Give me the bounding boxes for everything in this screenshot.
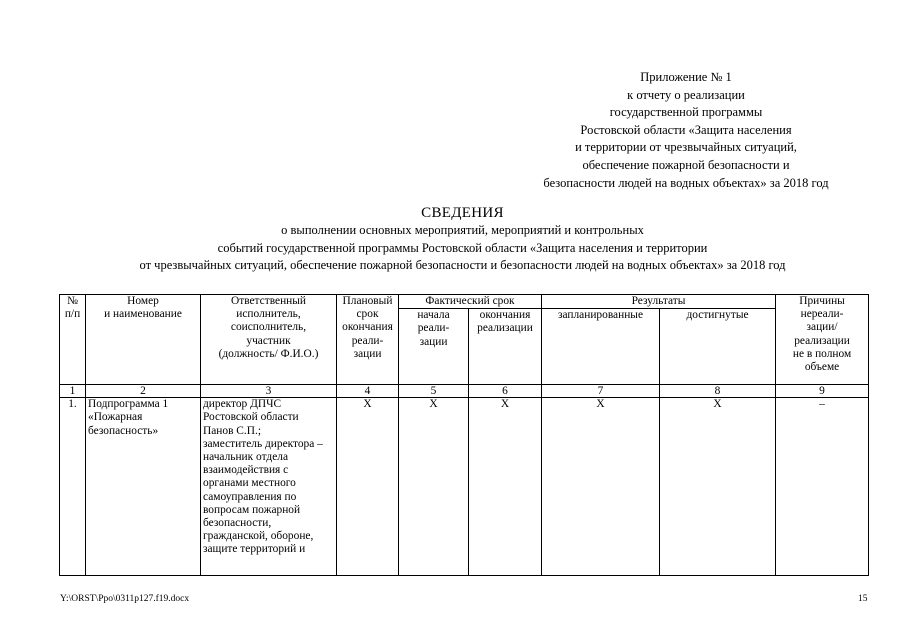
appendix-line: Ростовской области «Защита населения (580, 122, 792, 137)
header-results-group: Результаты (542, 295, 776, 309)
column-number: 3 (201, 385, 337, 398)
document-title-block (40, 205, 885, 275)
column-number: 6 (469, 385, 542, 398)
row-num: 1. (60, 398, 86, 576)
column-number: 5 (399, 385, 469, 398)
column-number-row (60, 385, 869, 398)
row-actual-start: Х (399, 398, 469, 576)
header-row (60, 295, 869, 309)
header-num: № п/п (60, 295, 86, 385)
header-responsible: Ответственный исполнитель, соисполнитель, участник (должность/ Ф.И.О.) (201, 295, 337, 385)
column-number: 4 (337, 385, 399, 398)
column-number: 9 (776, 385, 869, 398)
document-subtitle-line: о выполнении основных мероприятий, мероприятий и контрольных (281, 223, 644, 237)
footer-file-path: Y:\ORST\Ppo\0311p127.f19.docx (60, 594, 190, 604)
column-number: 1 (60, 385, 86, 398)
appendix-line: безопасности людей на водных объектах» за 2018 год (543, 175, 829, 190)
row-name: Подпрограмма 1 «Пожарная безопасность» (86, 398, 201, 576)
appendix-line: Приложение № 1 (640, 70, 732, 84)
appendix-line: к отчету о реализации (627, 87, 745, 102)
document-title: СВЕДЕНИЯ (421, 205, 504, 221)
header-planned-deadline: Плановый срок окончания реали- зации (337, 295, 399, 385)
header-planned-results: запланированные (542, 309, 660, 385)
column-number: 2 (86, 385, 201, 398)
header-achieved-results: достигнутые (660, 309, 776, 385)
row-reasons: – (776, 398, 869, 576)
column-number: 7 (542, 385, 660, 398)
header-actual-end: окончания реализации (469, 309, 542, 385)
column-number: 8 (660, 385, 776, 398)
document-subtitle-line: событий государственной программы Ростовской области «Защита населения и территории (217, 240, 708, 255)
header-reasons: Причины нереали- зации/ реализации не в полном объеме (776, 295, 869, 385)
header-name: Номер и наименование (86, 295, 201, 385)
appendix-block (505, 69, 867, 192)
footer-page-number: 15 (858, 594, 868, 604)
header-actual-start: начала реали- зации (399, 309, 469, 385)
appendix-line: и территории от чрезвычайных ситуаций, (575, 140, 797, 155)
report-table (59, 294, 869, 576)
header-actual-group: Фактический срок (399, 295, 542, 309)
row-planned-deadline: Х (337, 398, 399, 576)
table-row (60, 398, 869, 576)
row-achieved-results: Х (660, 398, 776, 576)
row-actual-end: Х (469, 398, 542, 576)
appendix-line: обеспечение пожарной безопасности и (582, 157, 790, 172)
row-planned-results: Х (542, 398, 660, 576)
row-responsible: директор ДПЧС Ростовской области Панов С.П.; заместитель директора – начальник отдела взаимодействия с органами местного самоуправления по вопросам пожарной безопасности, гражданской, обороне, защите территорий и (201, 398, 337, 576)
document-subtitle-line: от чрезвычайных ситуаций, обеспечение пожарной безопасности и безопасности людей на водных объектах» за 2018 год (139, 258, 786, 272)
appendix-line: государственной программы (609, 105, 763, 120)
